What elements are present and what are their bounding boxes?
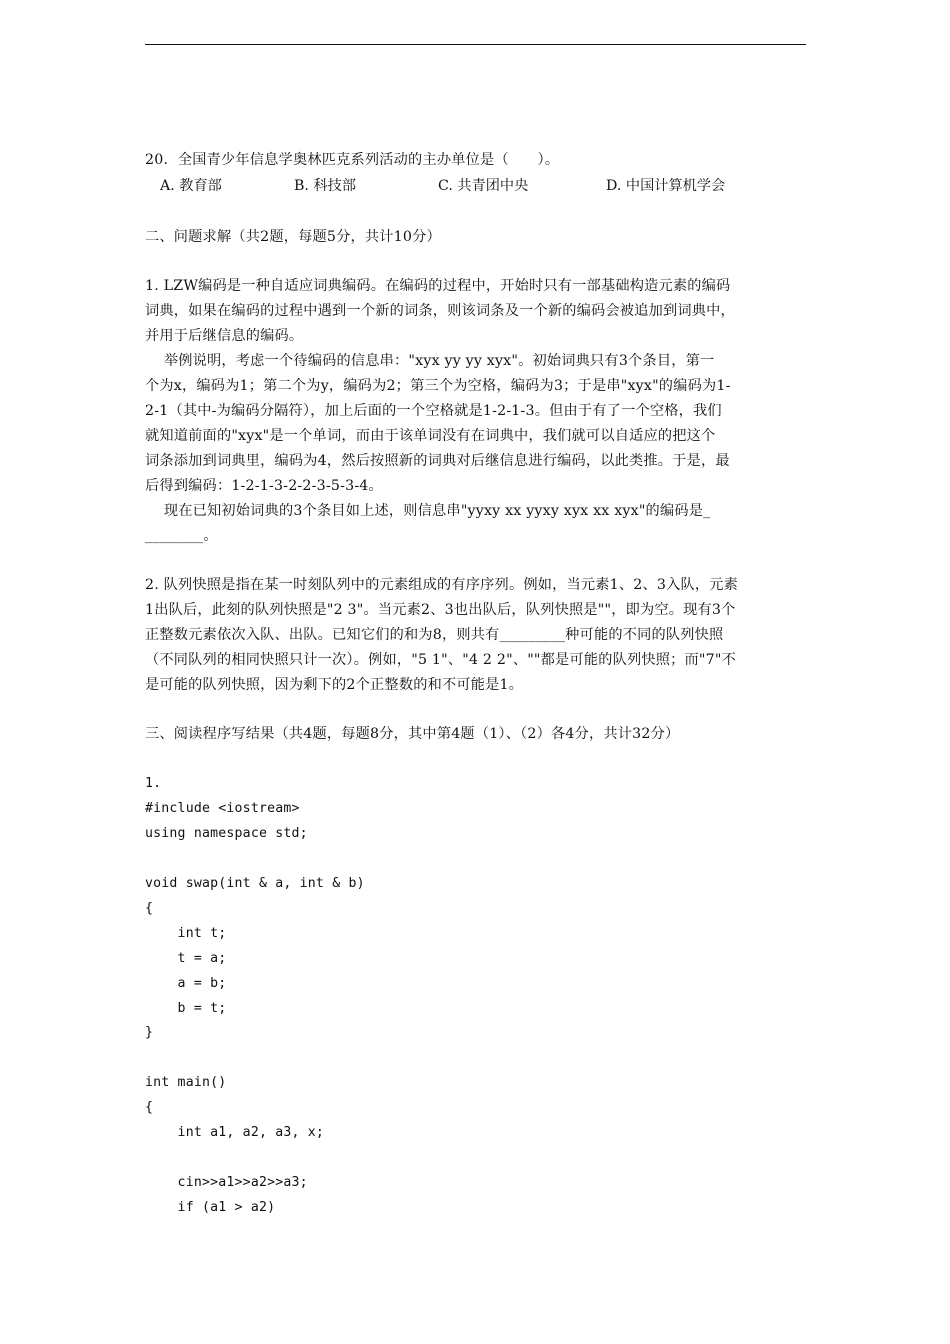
problem1-line: 现在已知初始词典的3个条目如上述，则信息串"yyxy xx yyxy xyx xx xyx"的编码是_ bbox=[145, 503, 711, 519]
q20-stem: 20．全国青少年信息学奥林匹克系列活动的主办单位是（ ）。 bbox=[145, 152, 560, 168]
header-rule bbox=[145, 44, 806, 45]
code-line: t = a; bbox=[145, 951, 227, 966]
problem2-line: （不同队列的相同快照只计一次）。例如，"5 1"、"4 2 2"、""都是可能的队列快照；而"7"不 bbox=[145, 652, 736, 668]
q20-option-c: C. 共青团中央 bbox=[438, 178, 529, 194]
section2-title: 二、问题求解（共2题，每题5分，共计10分） bbox=[145, 229, 441, 245]
problem2-line: 正整数元素依次入队、出队。已知它们的和为8，则共有_________种可能的不同的队列快照 bbox=[145, 627, 724, 643]
problem1-line: 后得到编码：1-2-1-3-2-2-3-5-3-4。 bbox=[145, 478, 383, 494]
code-line: if (a1 > a2) bbox=[145, 1200, 276, 1215]
problem1-answer-blank: ________。 bbox=[145, 528, 218, 544]
problem1-line: 个为x，编码为1；第二个为y，编码为2；第三个为空格，编码为3；于是串"xyx"的编码为1- bbox=[145, 378, 731, 394]
problem1-line: 并用于后继信息的编码。 bbox=[145, 328, 304, 344]
code-line: int a1, a2, a3, x; bbox=[145, 1125, 325, 1140]
problem2-line: 是可能的队列快照，因为剩下的2个正整数的和不可能是1。 bbox=[145, 677, 524, 693]
section3-title: 三、阅读程序写结果（共4题，每题8分，其中第4题（1）、（2）各4分，共计32分） bbox=[145, 726, 680, 742]
q20-option-b: B. 科技部 bbox=[294, 178, 357, 194]
problem1-line: 举例说明，考虑一个待编码的信息串："xyx yy yy xyx"。初始词典只有3个条目，第一 bbox=[145, 353, 715, 369]
problem1-line: 就知道前面的"xyx"是一个单词，而由于该单词没有在词典中，我们就可以自适应的把这个 bbox=[145, 428, 716, 444]
code-line: } bbox=[145, 1025, 154, 1040]
code-line: 1. bbox=[145, 776, 162, 791]
code-line: void swap(int & a, int & b) bbox=[145, 876, 365, 891]
code-line: #include <iostream> bbox=[145, 801, 300, 816]
problem1-line: 2-1（其中-为编码分隔符），加上后面的一个空格就是1-2-1-3。但由于有了一个空格，我们 bbox=[145, 403, 722, 419]
problem1-line: 词典，如果在编码的过程中遇到一个新的词条，则该词条及一个新的编码会被追加到词典中， bbox=[145, 303, 735, 319]
code-line: a = b; bbox=[145, 976, 227, 991]
code-line: { bbox=[145, 901, 154, 916]
code-line: using namespace std; bbox=[145, 826, 308, 841]
problem1-line: 1. LZW编码是一种自适应词典编码。在编码的过程中，开始时只有一部基础构造元素的编码 bbox=[145, 278, 731, 294]
q20-option-d: D. 中国计算机学会 bbox=[606, 178, 726, 194]
code-line: cin>>a1>>a2>>a3; bbox=[145, 1175, 308, 1190]
code-line: int main() bbox=[145, 1075, 227, 1090]
q20-option-a: A. 教育部 bbox=[160, 178, 222, 194]
problem2-line: 1出队后，此刻的队列快照是"2 3"。当元素2、3也出队后，队列快照是""，即为空。现有3个 bbox=[145, 602, 736, 618]
problem2-line: 2. 队列快照是指在某一时刻队列中的元素组成的有序序列。例如，当元素1、2、3入队，元素 bbox=[145, 577, 739, 593]
problem1-line: 词条添加到词典里，编码为4，然后按照新的词典对后继信息进行编码，以此类推。于是，最 bbox=[145, 453, 730, 469]
code-line: { bbox=[145, 1100, 154, 1115]
code-line: b = t; bbox=[145, 1001, 227, 1016]
code-line: int t; bbox=[145, 926, 227, 941]
